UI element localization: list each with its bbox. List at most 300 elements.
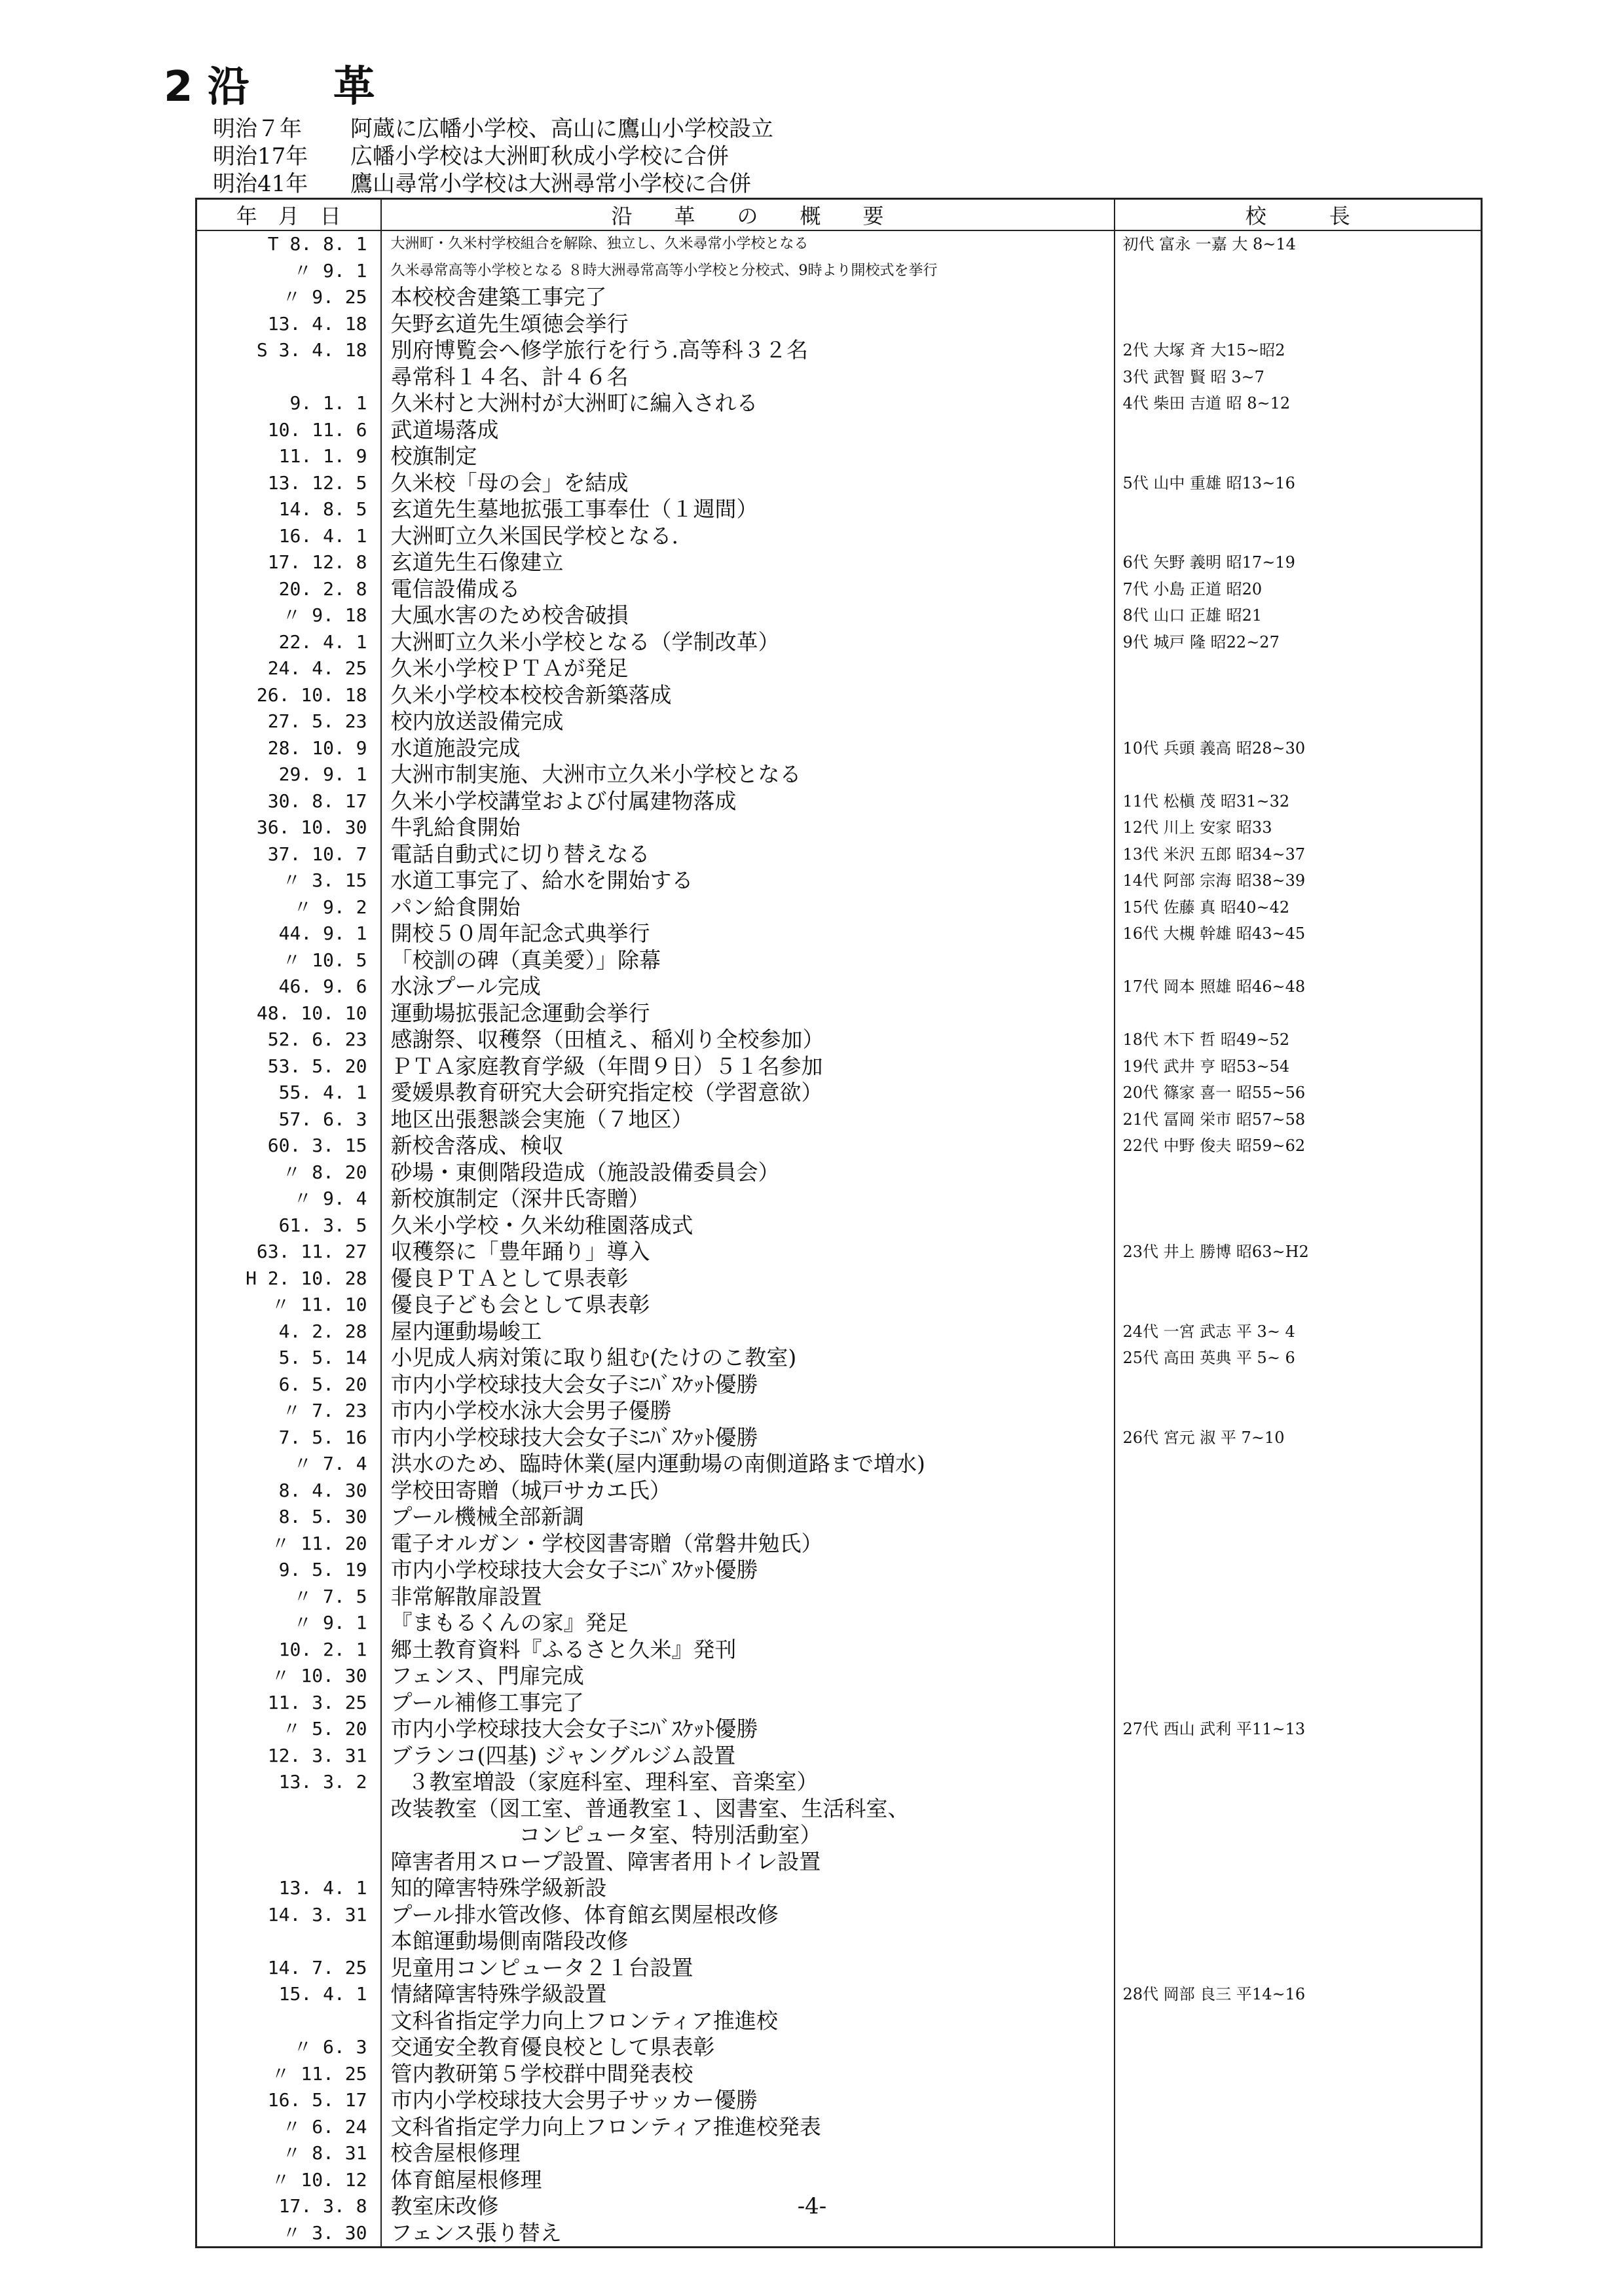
row-date: 36. 10. 30: [196, 814, 381, 841]
table-row: [196, 1186, 1482, 1212]
table-row: [196, 1796, 1482, 1823]
row-event: 屋内運動場峻工: [381, 1319, 1115, 1345]
row-date: 4. 2. 28: [196, 1319, 381, 1345]
table-row: [196, 1292, 1482, 1319]
row-event: 知的障害特殊学級新設: [381, 1875, 1115, 1902]
row-date: 11. 1. 9: [196, 443, 381, 470]
row-date: 46. 9. 6: [196, 974, 381, 1000]
row-principal: [1115, 1690, 1482, 1717]
row-event: 電話自動式に切り替えなる: [381, 841, 1115, 868]
row-event: 水道工事完了、給水を開始する: [381, 867, 1115, 894]
row-date: 26. 10. 18: [196, 682, 381, 709]
row-event: 愛媛県教育研究大会研究指定校（学習意欲）: [381, 1080, 1115, 1106]
row-principal: [1115, 1159, 1482, 1186]
row-principal: [1115, 1266, 1482, 1292]
table-row: [196, 1875, 1482, 1902]
row-principal: [1115, 311, 1482, 338]
row-principal: 24代 一宮 武志 平 3~ 4: [1122, 1322, 1295, 1341]
row-event: 校内放送設備完成: [381, 708, 1115, 735]
row-date: 11. 3. 25: [196, 1690, 381, 1717]
table-row: [196, 947, 1482, 974]
row-date: 〃 5. 20: [196, 1716, 381, 1743]
row-principal: 25代 高田 英典 平 5~ 6: [1122, 1349, 1295, 1368]
row-principal: [1115, 1902, 1482, 1929]
row-date: 〃 9. 4: [196, 1186, 381, 1212]
row-principal: [1115, 1451, 1482, 1478]
table-row: [196, 417, 1482, 444]
row-event: 開校５０周年記念式典挙行: [381, 920, 1115, 947]
row-date: [196, 1849, 381, 1876]
intro-text: 広幡小学校は大洲町秋成小学校に合併: [350, 143, 729, 170]
row-principal: [1115, 761, 1482, 788]
row-date: 37. 10. 7: [196, 841, 381, 868]
row-event: 郷土教育資料『ふるさと久米』発刊: [381, 1637, 1115, 1664]
row-date: 6. 5. 20: [196, 1372, 381, 1398]
table-row: [196, 337, 1482, 364]
row-date: 13. 4. 1: [196, 1875, 381, 1902]
table-row: [196, 1955, 1482, 1982]
row-date: 14. 3. 31: [196, 1902, 381, 1929]
row-date: 57. 6. 3: [196, 1106, 381, 1133]
row-date: 〃 8. 20: [196, 1159, 381, 1186]
row-event: 市内小学校水泳大会男子優勝: [381, 1398, 1115, 1425]
row-principal: [1115, 2140, 1482, 2167]
table-row: [196, 1663, 1482, 1690]
row-date: 16. 4. 1: [196, 523, 381, 550]
row-principal: [1115, 1584, 1482, 1611]
row-principal: [1115, 1610, 1482, 1637]
row-event: 水道施設完成: [381, 735, 1115, 762]
row-date: 17. 3. 8: [196, 2193, 381, 2220]
row-principal: [1115, 523, 1482, 550]
row-date: 27. 5. 23: [196, 708, 381, 735]
row-event: プール機械全部新調: [381, 1504, 1115, 1531]
table-row: [196, 1212, 1482, 1239]
table-row: [196, 1637, 1482, 1664]
row-event: 久米小学校ＰＴＡが発足: [381, 655, 1115, 682]
row-principal: [1115, 1478, 1482, 1504]
row-date: 13. 3. 2: [196, 1769, 381, 1796]
row-event: 尋常科１４名、計４６名: [381, 364, 1115, 391]
table-row: [196, 1849, 1482, 1876]
row-principal: [1115, 258, 1482, 285]
row-date: 10. 11. 6: [196, 417, 381, 444]
row-date: 8. 4. 30: [196, 1478, 381, 1504]
row-date: 55. 4. 1: [196, 1080, 381, 1106]
row-principal: [1115, 2167, 1482, 2194]
row-principal: 13代 米沢 五郎 昭34~37: [1122, 845, 1306, 864]
header-date: 年 月 日: [196, 199, 381, 231]
row-principal: [1115, 1186, 1482, 1212]
row-principal: [1115, 1557, 1482, 1584]
row-date: 13. 4. 18: [196, 311, 381, 338]
table-row: [196, 311, 1482, 338]
row-principal: 6代 矢野 義明 昭17~19: [1122, 553, 1295, 572]
row-event: 教室床改修: [381, 2193, 1115, 2220]
row-date: 〃 7. 23: [196, 1398, 381, 1425]
row-event: 運動場拡張記念運動会挙行: [381, 1000, 1115, 1027]
table-row: [196, 1159, 1482, 1186]
table-row: [196, 1266, 1482, 1292]
row-event: 文科省指定学力向上フロンティア推進校発表: [381, 2114, 1115, 2141]
row-principal: [1115, 1875, 1482, 1902]
table-row: [196, 920, 1482, 947]
intro-era: 明治７年: [213, 116, 302, 142]
row-principal: 10代 兵頭 義高 昭28~30: [1122, 738, 1306, 757]
row-principal: 3代 武智 賢 昭 3~7: [1122, 367, 1264, 386]
row-event: 久米村と大洲村が大洲町に編入される: [381, 390, 1115, 417]
row-event: 市内小学校球技大会女子ﾐﾆﾊﾞｽｹｯﾄ優勝: [381, 1557, 1115, 1584]
row-principal: [1115, 655, 1482, 682]
row-event: 大洲市制実施、大洲市立久米小学校となる: [381, 761, 1115, 788]
table-row: [196, 1133, 1482, 1159]
row-date: 〃 10. 5: [196, 947, 381, 974]
row-event: コンピュータ室、特別活動室）: [381, 1822, 1115, 1849]
row-event: 障害者用スロープ設置、障害者用トイレ設置: [381, 1849, 1115, 1876]
row-principal: 2代 大塚 斉 大15~昭2: [1122, 341, 1285, 360]
row-event: 市内小学校球技大会女子ﾐﾆﾊﾞｽｹｯﾄ優勝: [381, 1425, 1115, 1451]
row-date: 44. 9. 1: [196, 920, 381, 947]
row-date: 10. 2. 1: [196, 1637, 381, 1664]
row-event: プール排水管改修、体育館玄関屋根改修: [381, 1902, 1115, 1929]
row-date: 〃 9. 1: [196, 258, 381, 285]
table-row: [196, 761, 1482, 788]
table-row: [196, 2140, 1482, 2167]
table-row: [196, 1902, 1482, 1929]
row-date: 8. 5. 30: [196, 1504, 381, 1531]
row-event: 児童用コンピュータ２１台設置: [381, 1955, 1115, 1982]
row-principal: [1115, 1398, 1482, 1425]
row-event: 市内小学校球技大会男子サッカー優勝: [381, 2087, 1115, 2114]
table-row: [196, 682, 1482, 709]
row-principal: [1115, 1849, 1482, 1876]
row-date: 〃 6. 24: [196, 2114, 381, 2141]
table-row: [196, 841, 1482, 868]
page-number: -4-: [797, 2193, 827, 2219]
table-row: [196, 1345, 1482, 1372]
row-principal: [1115, 2034, 1482, 2061]
table-row: [196, 2087, 1482, 2114]
row-date: T 8. 8. 1: [196, 230, 381, 258]
row-principal: 初代 富永 一嘉 大 8~14: [1122, 235, 1296, 254]
row-principal: [1115, 443, 1482, 470]
row-principal: [1115, 1796, 1482, 1823]
row-date: 〃 7. 4: [196, 1451, 381, 1478]
table-row: [196, 2008, 1482, 2035]
row-principal: [1115, 284, 1482, 311]
table-row: [196, 1743, 1482, 1770]
row-event: ブランコ(四基) ジャングルジム設置: [381, 1743, 1115, 1770]
table-row: [196, 2061, 1482, 2088]
row-date: 〃 6. 3: [196, 2034, 381, 2061]
table-row: [196, 1531, 1482, 1558]
table-row: [196, 576, 1482, 603]
row-date: [196, 1928, 381, 1955]
table-row: [196, 443, 1482, 470]
row-event: フェンス張り替え: [381, 2220, 1115, 2248]
row-event: 矢野玄道先生頌徳会挙行: [381, 311, 1115, 338]
row-event: 小児成人病対策に取り組む(たけのこ教室): [381, 1345, 1115, 1372]
intro-text: 鷹山尋常小学校は大洲尋常小学校に合併: [350, 171, 751, 197]
row-event: 久米尋常高等小学校となる ８時大洲尋常高等小学校と分校式、9時より開校式を挙行: [381, 258, 1115, 285]
row-principal: 21代 冨岡 栄市 昭57~58: [1122, 1110, 1306, 1129]
table-row: [196, 1000, 1482, 1027]
intro-row: [213, 143, 773, 170]
row-date: 22. 4. 1: [196, 629, 381, 656]
table-row: [196, 1106, 1482, 1133]
table-row: [196, 1451, 1482, 1478]
row-date: 16. 5. 17: [196, 2087, 381, 2114]
table-row: [196, 1027, 1482, 1053]
table-row: [196, 1610, 1482, 1637]
table-row: [196, 1557, 1482, 1584]
table-row: [196, 1398, 1482, 1425]
row-principal: [1115, 1743, 1482, 1770]
table-row: [196, 602, 1482, 629]
row-principal: 26代 宮元 淑 平 7~10: [1122, 1428, 1285, 1447]
row-date: 5. 5. 14: [196, 1345, 381, 1372]
table-row: [196, 894, 1482, 921]
row-event: 新校旗制定（深井氏寄贈）: [381, 1186, 1115, 1212]
row-event: 『まもるくんの家』発足: [381, 1610, 1115, 1637]
page-title: 2 沿 革: [164, 63, 375, 111]
row-event: 久米小学校・久米幼稚園落成式: [381, 1212, 1115, 1239]
row-event: 本校校舎建築工事完了: [381, 284, 1115, 311]
row-principal: [1115, 1504, 1482, 1531]
row-date: 28. 10. 9: [196, 735, 381, 762]
intro-row: [213, 115, 773, 143]
row-event: 改装教室（図工室、普通教室１、図書室、生活科室、: [381, 1796, 1115, 1823]
row-date: 63. 11. 27: [196, 1239, 381, 1266]
row-date: 〃 9. 2: [196, 894, 381, 921]
table-row: [196, 364, 1482, 391]
table-row: [196, 284, 1482, 311]
intro-era: 明治41年: [213, 171, 308, 197]
table-row: [196, 974, 1482, 1000]
row-event: 水泳プール完成: [381, 974, 1115, 1000]
row-date: 〃 10. 30: [196, 1663, 381, 1690]
row-date: 9. 1. 1: [196, 390, 381, 417]
row-date: 53. 5. 20: [196, 1053, 381, 1080]
row-principal: 14代 阿部 宗海 昭38~39: [1122, 871, 1306, 890]
row-event: 久米校「母の会」を結成: [381, 470, 1115, 497]
row-date: 17. 12. 8: [196, 549, 381, 576]
row-principal: 11代 松槇 茂 昭31~32: [1122, 792, 1290, 811]
row-principal: [1115, 2114, 1482, 2141]
row-principal: [1115, 2220, 1482, 2248]
row-event: 校舎屋根修理: [381, 2140, 1115, 2167]
row-date: 〃 8. 31: [196, 2140, 381, 2167]
table-row: [196, 814, 1482, 841]
table-row: [196, 1822, 1482, 1849]
row-principal: [1115, 947, 1482, 974]
row-event: フェンス、門扉完成: [381, 1663, 1115, 1690]
intro-text: 阿蔵に広幡小学校、高山に鷹山小学校設立: [350, 116, 773, 142]
row-event: 新校舎落成、検収: [381, 1133, 1115, 1159]
table-row: [196, 1504, 1482, 1531]
table-row: [196, 390, 1482, 417]
table-row: [196, 1239, 1482, 1266]
row-principal: 28代 岡部 良三 平14~16: [1122, 1985, 1306, 2004]
row-date: 14. 8. 5: [196, 496, 381, 523]
table-row: [196, 1319, 1482, 1345]
row-principal: [1115, 1212, 1482, 1239]
table-row: [196, 1690, 1482, 1717]
row-date: [196, 2008, 381, 2035]
row-date: 30. 8. 17: [196, 788, 381, 815]
row-principal: [1115, 417, 1482, 444]
row-date: 〃 7. 5: [196, 1584, 381, 1611]
row-event: 収穫祭に「豊年踊り」導入: [381, 1239, 1115, 1266]
row-principal: [1115, 1928, 1482, 1955]
row-principal: 9代 城戸 隆 昭22~27: [1122, 632, 1280, 651]
row-date: 13. 12. 5: [196, 470, 381, 497]
row-principal: 5代 山中 重雄 昭13~16: [1122, 473, 1295, 492]
row-event: 久米小学校講堂および付属建物落成: [381, 788, 1115, 815]
row-principal: 17代 岡本 照雄 昭46~48: [1122, 977, 1306, 996]
row-event: パン給食開始: [381, 894, 1115, 921]
table-row: [196, 1053, 1482, 1080]
row-date: 24. 4. 25: [196, 655, 381, 682]
row-event: 電信設備成る: [381, 576, 1115, 603]
intro-row: [213, 170, 773, 198]
row-principal: 12代 川上 安家 昭33: [1122, 818, 1272, 837]
row-event: 別府博覧会へ修学旅行を行う.高等科３２名: [381, 337, 1115, 364]
row-event: 玄道先生石像建立: [381, 549, 1115, 576]
row-principal: 23代 井上 勝博 昭63~H2: [1122, 1243, 1309, 1262]
table-row: [196, 1981, 1482, 2008]
table-row: [196, 523, 1482, 550]
header-event: 沿 革 の 概 要: [381, 199, 1115, 231]
row-event: プール補修工事完了: [381, 1690, 1115, 1717]
header-principal: 校 長: [1115, 199, 1482, 231]
row-principal: [1115, 1955, 1482, 1982]
table-row: [196, 1080, 1482, 1106]
row-principal: [1115, 2087, 1482, 2114]
row-principal: 18代 木下 哲 昭49~52: [1122, 1030, 1290, 1049]
row-event: 久米小学校本校校舎新築落成: [381, 682, 1115, 709]
table-row: [196, 549, 1482, 576]
row-date: [196, 1796, 381, 1823]
row-event: 洪水のため、臨時休業(屋内運動場の南側道路まで増水): [381, 1451, 1115, 1478]
row-event: 武道場落成: [381, 417, 1115, 444]
table-row: [196, 2034, 1482, 2061]
table-row: [196, 1584, 1482, 1611]
history-table: [195, 198, 1483, 2248]
row-event: 玄道先生墓地拡張工事奉仕（１週間）: [381, 496, 1115, 523]
row-principal: [1115, 2061, 1482, 2088]
row-principal: [1115, 1000, 1482, 1027]
table-row: [196, 470, 1482, 497]
row-event: 非常解散扉設置: [381, 1584, 1115, 1611]
table-header-row: [196, 199, 1482, 231]
row-date: 〃 3. 30: [196, 2220, 381, 2248]
row-principal: [1115, 1531, 1482, 1558]
row-event: 文科省指定学力向上フロンティア推進校: [381, 2008, 1115, 2035]
row-event: 地区出張懇談会実施（７地区）: [381, 1106, 1115, 1133]
table-row: [196, 629, 1482, 656]
row-event: 砂場・東側階段造成（施設設備委員会）: [381, 1159, 1115, 1186]
row-event: 体育館屋根修理: [381, 2167, 1115, 2194]
row-date: 〃 11. 10: [196, 1292, 381, 1319]
row-date: 15. 4. 1: [196, 1981, 381, 2008]
row-principal: 16代 大槻 幹雄 昭43~45: [1122, 924, 1306, 943]
table-row: [196, 655, 1482, 682]
table-row: [196, 1425, 1482, 1451]
row-event: ３教室増設（家庭科室、理科室、音楽室）: [381, 1769, 1115, 1796]
row-principal: [1115, 1822, 1482, 1849]
table-row: [196, 788, 1482, 815]
row-date: 〃 11. 25: [196, 2061, 381, 2088]
row-date: 48. 10. 10: [196, 1000, 381, 1027]
row-event: 大洲町立久米国民学校となる.: [381, 523, 1115, 550]
row-event: 市内小学校球技大会女子ﾐﾆﾊﾞｽｹｯﾄ優勝: [381, 1372, 1115, 1398]
row-date: 〃 10. 12: [196, 2167, 381, 2194]
table-row: [196, 2167, 1482, 2194]
row-event: ＰＴＡ家庭教育学級（年間９日）５１名参加: [381, 1053, 1115, 1080]
row-event: 牛乳給食開始: [381, 814, 1115, 841]
row-date: 60. 3. 15: [196, 1133, 381, 1159]
table-row: [196, 496, 1482, 523]
row-principal: 8代 山口 正雄 昭21: [1122, 606, 1263, 625]
intro-section: [213, 115, 773, 198]
row-principal: 27代 西山 武利 平11~13: [1122, 1720, 1306, 1739]
row-event: 大風水害のため校舎破損: [381, 602, 1115, 629]
row-event: 市内小学校球技大会女子ﾐﾆﾊﾞｽｹｯﾄ優勝: [381, 1716, 1115, 1743]
row-date: 〃 9. 25: [196, 284, 381, 311]
row-event: 大洲町・久米村学校組合を解除、独立し、久米尋常小学校となる: [381, 230, 1115, 258]
row-event: 大洲町立久米小学校となる（学制改革）: [381, 629, 1115, 656]
table-row: [196, 867, 1482, 894]
row-event: 電子オルガン・学校図書寄贈（常磐井勉氏）: [381, 1531, 1115, 1558]
table-row: [196, 230, 1482, 258]
table-row: [196, 1769, 1482, 1796]
table-row: [196, 708, 1482, 735]
row-date: 61. 3. 5: [196, 1212, 381, 1239]
row-date: [196, 1822, 381, 1849]
row-date: 7. 5. 16: [196, 1425, 381, 1451]
row-principal: 4代 柴田 吉道 昭 8~12: [1122, 394, 1291, 413]
row-event: 学校田寄贈（城戸サカエ氏）: [381, 1478, 1115, 1504]
row-event: 校旗制定: [381, 443, 1115, 470]
row-principal: [1115, 682, 1482, 709]
row-date: [196, 364, 381, 391]
table-row: [196, 2114, 1482, 2141]
row-principal: 19代 武井 亨 昭53~54: [1122, 1057, 1290, 1076]
table-row: [196, 1478, 1482, 1504]
row-principal: 15代 佐藤 真 昭40~42: [1122, 898, 1290, 917]
table-row: [196, 1928, 1482, 1955]
table-row: [196, 258, 1482, 285]
row-principal: [1115, 1637, 1482, 1664]
row-principal: 20代 篠家 喜一 昭55~56: [1122, 1084, 1306, 1102]
row-principal: [1115, 1769, 1482, 1796]
table-row: [196, 1716, 1482, 1743]
row-principal: [1115, 1372, 1482, 1398]
row-date: 20. 2. 8: [196, 576, 381, 603]
table-row: [196, 1372, 1482, 1398]
row-event: 優良ＰＴＡとして県表彰: [381, 1266, 1115, 1292]
row-date: 〃 3. 15: [196, 867, 381, 894]
row-principal: [1115, 708, 1482, 735]
row-event: 「校訓の碑（真美愛）」除幕: [381, 947, 1115, 974]
row-event: 感謝祭、収穫祭（田植え、稲刈り全校参加）: [381, 1027, 1115, 1053]
row-date: 〃 9. 1: [196, 1610, 381, 1637]
row-date: 〃 11. 20: [196, 1531, 381, 1558]
row-date: 52. 6. 23: [196, 1027, 381, 1053]
row-date: H 2. 10. 28: [196, 1266, 381, 1292]
row-date: 12. 3. 31: [196, 1743, 381, 1770]
